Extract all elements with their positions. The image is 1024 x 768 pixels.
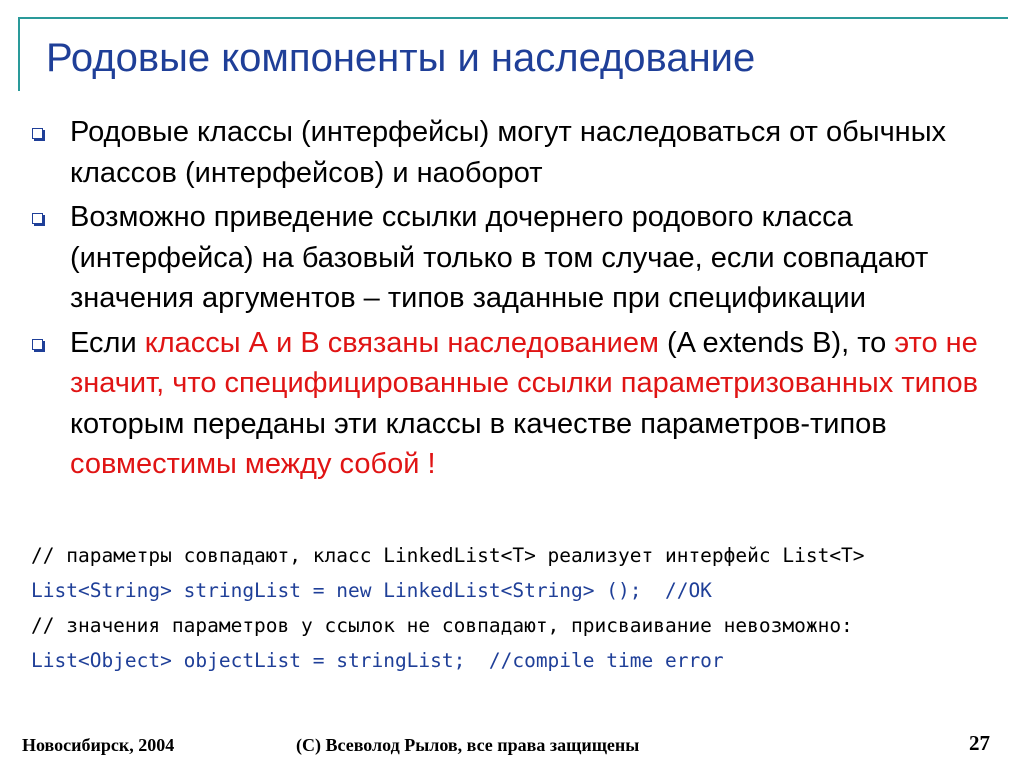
code-line: List<String> stringList = new LinkedList<String> (); //OK xyxy=(31,579,712,602)
slide-title: Родовые компоненты и наследование xyxy=(46,36,756,80)
bullet-list xyxy=(28,112,1008,489)
bullet-text xyxy=(70,327,978,481)
square-bullet-icon xyxy=(32,213,43,224)
text-run: Родовые классы (интерфейсы) могут наследоваться от обычных классов (интерфейсов) и наоборот xyxy=(70,116,947,189)
bullet-item-1 xyxy=(28,112,1008,193)
bullet-item-3 xyxy=(28,323,1008,485)
page-number: 27 xyxy=(969,731,990,755)
footer-location-year: Новосибирск, 2004 xyxy=(22,735,175,755)
text-run: Если xyxy=(70,326,145,359)
highlighted-text-run: это не значит, что специфицированные ссылки параметризованных типов xyxy=(70,326,979,399)
highlighted-text-run: совместимы между собой ! xyxy=(70,448,436,480)
highlighted-text-run: классы А и В связаны наследованием xyxy=(144,326,659,359)
code-comment-line: // значения параметров у ссылок не совпадают, присваивание невозможно: xyxy=(31,614,853,637)
footer-copyright: (C) Всеволод Рылов, все права защищены xyxy=(296,735,640,755)
square-bullet-icon xyxy=(32,339,43,350)
text-run: (A extends B), то xyxy=(658,326,895,359)
code-line: List<Object> objectList = stringList; //compile time error xyxy=(31,649,724,672)
bullet-text xyxy=(70,201,928,314)
text-run: Возможно приведение ссылки дочернего родового класса (интерфейса) на базовый только в том случае, если совпадают значения аргументов – типов заданные при спецификации xyxy=(70,201,929,314)
bullet-text xyxy=(70,116,946,189)
code-block xyxy=(31,538,1011,678)
text-run: которым переданы эти классы в качестве параметров-типов xyxy=(70,407,887,440)
square-bullet-icon xyxy=(32,128,43,139)
code-comment-line: // параметры совпадают, класс LinkedList<T> реализует интерфейс List<T> xyxy=(31,544,865,567)
bullet-item-2 xyxy=(28,197,1008,319)
